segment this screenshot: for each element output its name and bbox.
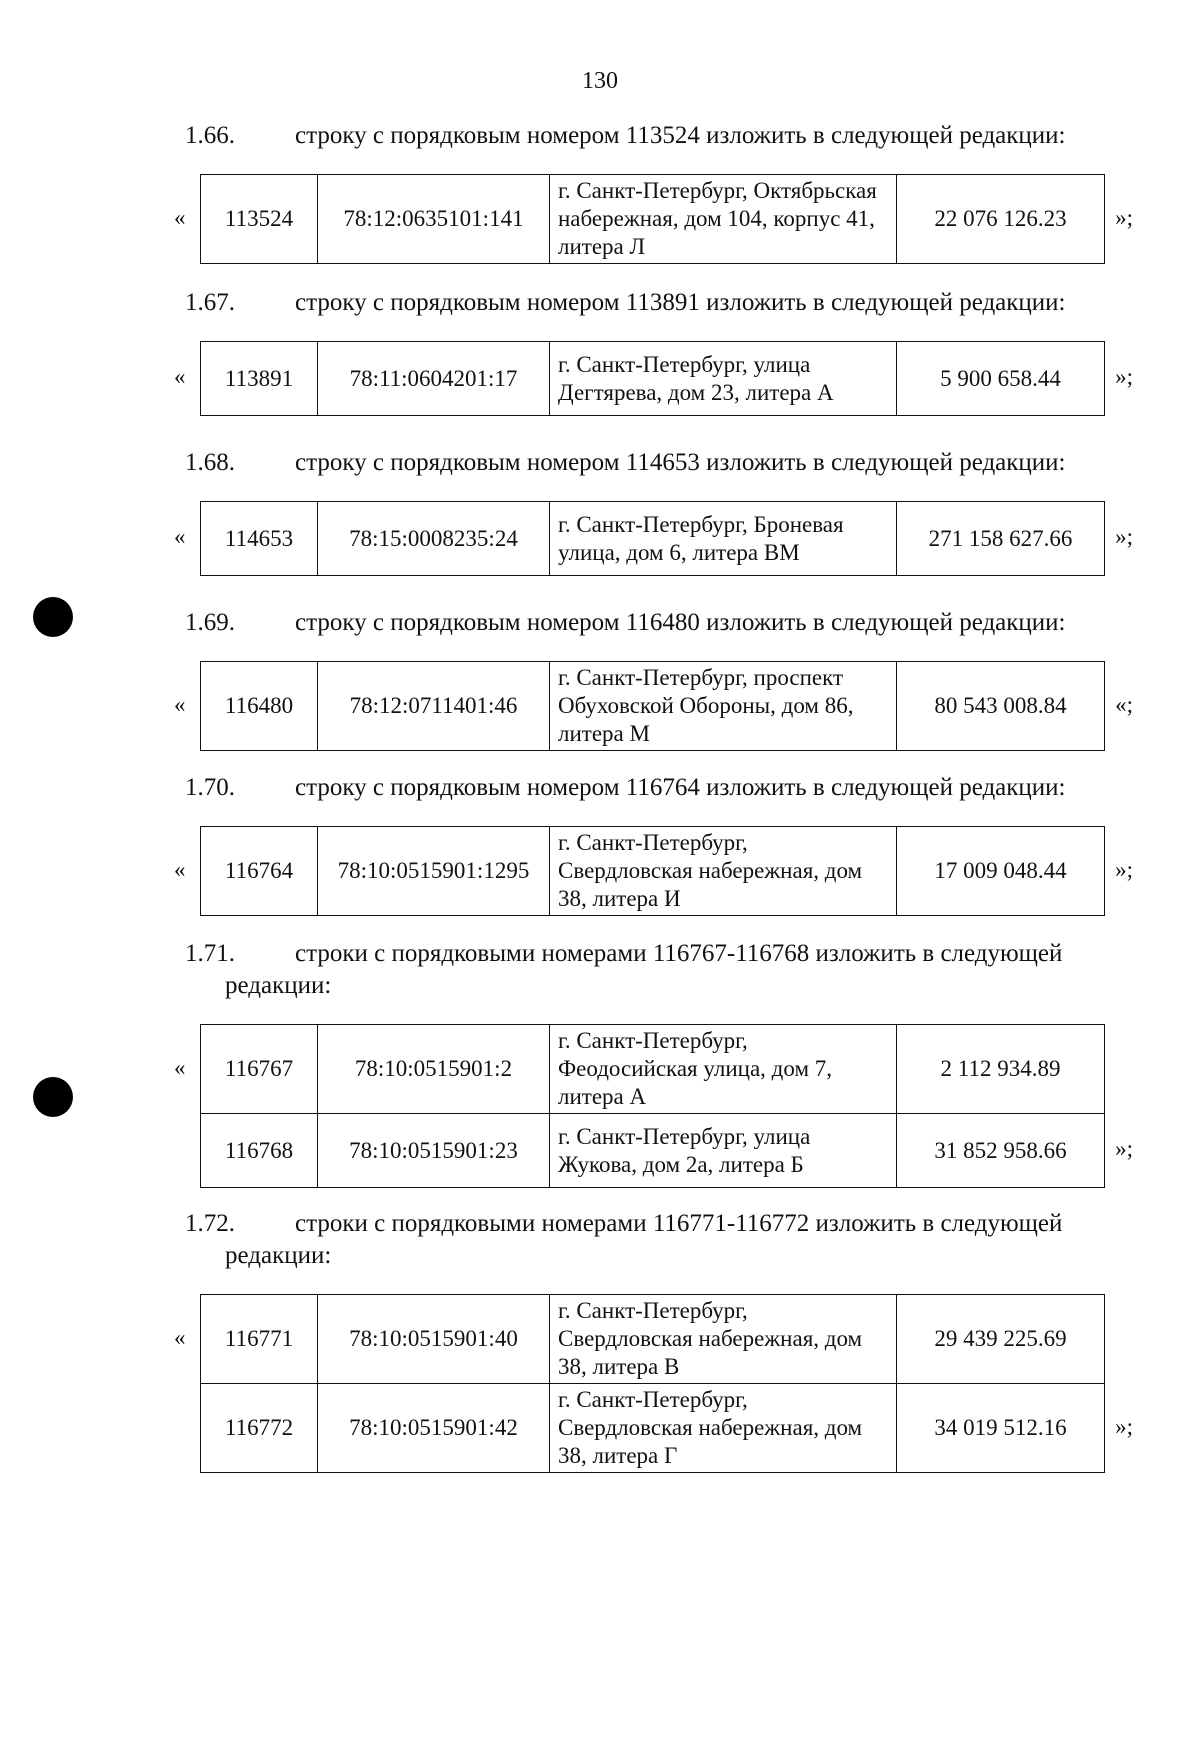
- opening-quote: «: [174, 524, 186, 549]
- property-table: [200, 1024, 1105, 1188]
- closing-quote: »;: [1115, 524, 1133, 549]
- amendment-section: [0, 938, 1200, 1188]
- address-cell: г. Санкт-Петербург, Октябрьская набережная, дом 104, корпус 41, литера Л: [550, 175, 897, 264]
- cadastral-number-cell: 78:12:0711401:46: [318, 662, 550, 751]
- table-wrapper: [174, 661, 1133, 751]
- cadastral-number-cell: 78:10:0515901:1295: [318, 827, 550, 916]
- row-number-cell: 113524: [201, 175, 318, 264]
- closing-quote: »;: [1115, 204, 1133, 230]
- row-number-cell: 114653: [201, 502, 318, 576]
- amendment-section: [0, 1208, 1200, 1473]
- table-row: [201, 662, 1105, 751]
- property-table: [200, 174, 1105, 264]
- address-cell: г. Санкт-Петербург, Броневая улица, дом 6, литера ВМ: [550, 502, 897, 576]
- address-cell: г. Санкт-Петербург, проспект Обуховской Обороны, дом 86, литера М: [550, 662, 897, 751]
- opening-quote: «: [174, 691, 186, 717]
- cadastral-number-cell: 78:12:0635101:141: [318, 175, 550, 264]
- table-row: [201, 502, 1105, 576]
- row-number-cell: 116771: [201, 1295, 318, 1384]
- section-text-continued: редакции:: [225, 1242, 332, 1269]
- table-wrapper: [174, 826, 1133, 916]
- section-number: 1.67.: [185, 289, 235, 316]
- table-wrapper: [174, 501, 1133, 576]
- address-cell: г. Санкт-Петербург, улица Жукова, дом 2а, литера Б: [550, 1114, 897, 1188]
- closing-quote: »;: [1115, 1136, 1133, 1161]
- table-row: [201, 1025, 1105, 1114]
- section-number: 1.68.: [185, 449, 235, 476]
- row-number-cell: 116764: [201, 827, 318, 916]
- cadastral-value-cell: 80 543 008.84: [897, 662, 1105, 751]
- table-wrapper: [174, 174, 1133, 264]
- row-number-cell: 116480: [201, 662, 318, 751]
- section-text: строку с порядковым номером 116764 изложить в следующей редакции:: [295, 774, 1066, 801]
- section-heading: [185, 607, 1145, 639]
- opening-quote: «: [174, 856, 186, 882]
- table-row: [201, 827, 1105, 916]
- amendment-section: [0, 772, 1200, 916]
- section-heading: [185, 772, 1145, 804]
- section-heading: [185, 447, 1145, 479]
- property-table: [200, 661, 1105, 751]
- section-text: строку с порядковым номером 114653 изложить в следующей редакции:: [295, 449, 1066, 476]
- closing-quote: »;: [1115, 1413, 1133, 1439]
- section-heading: [185, 938, 1145, 1002]
- cadastral-value-cell: 5 900 658.44: [897, 342, 1105, 416]
- cadastral-value-cell: 34 019 512.16: [897, 1384, 1105, 1473]
- row-number-cell: 116772: [201, 1384, 318, 1473]
- section-heading: [185, 1208, 1145, 1272]
- page-number: 130: [582, 68, 618, 94]
- section-text-continued: редакции:: [225, 972, 332, 999]
- table-wrapper: [174, 341, 1133, 416]
- property-table: [200, 501, 1105, 576]
- section-text: строку с порядковым номером 113891 изложить в следующей редакции:: [295, 289, 1066, 316]
- table-row: [201, 1295, 1105, 1384]
- cadastral-number-cell: 78:10:0515901:2: [318, 1025, 550, 1114]
- address-cell: г. Санкт-Петербург, улица Дегтярева, дом 23, литера А: [550, 342, 897, 416]
- amendment-section: [0, 287, 1200, 416]
- table-row: [201, 1384, 1105, 1473]
- cadastral-value-cell: 31 852 958.66: [897, 1114, 1105, 1188]
- section-heading: [185, 120, 1145, 152]
- row-number-cell: 113891: [201, 342, 318, 416]
- cadastral-value-cell: 271 158 627.66: [897, 502, 1105, 576]
- address-cell: г. Санкт-Петербург, Феодосийская улица, дом 7, литера А: [550, 1025, 897, 1114]
- table-row: [201, 1114, 1105, 1188]
- table-row: [201, 342, 1105, 416]
- cadastral-number-cell: 78:10:0515901:42: [318, 1384, 550, 1473]
- opening-quote: «: [174, 1324, 186, 1350]
- table-row: [201, 175, 1105, 264]
- address-cell: г. Санкт-Петербург, Свердловская набережная, дом 38, литера Г: [550, 1384, 897, 1473]
- amendment-section: [0, 447, 1200, 576]
- section-heading: [185, 287, 1145, 319]
- section-number: 1.71.: [185, 940, 235, 967]
- section-number: 1.72.: [185, 1210, 235, 1237]
- table-wrapper: [174, 1024, 1133, 1188]
- amendment-section: [0, 607, 1200, 751]
- table-wrapper: [174, 1294, 1133, 1473]
- section-number: 1.70.: [185, 774, 235, 801]
- closing-quote: »;: [1115, 364, 1133, 389]
- section-number: 1.66.: [185, 122, 235, 149]
- amendment-section: [0, 120, 1200, 264]
- cadastral-number-cell: 78:10:0515901:40: [318, 1295, 550, 1384]
- cadastral-value-cell: 2 112 934.89: [897, 1025, 1105, 1114]
- section-text: строку с порядковым номером 116480 изложить в следующей редакции:: [295, 609, 1066, 636]
- row-number-cell: 116768: [201, 1114, 318, 1188]
- cadastral-value-cell: 22 076 126.23: [897, 175, 1105, 264]
- property-table: [200, 341, 1105, 416]
- section-text: строки с порядковыми номерами 116771-116772 изложить в следующей: [295, 1210, 1063, 1237]
- address-cell: г. Санкт-Петербург, Свердловская набережная, дом 38, литера И: [550, 827, 897, 916]
- cadastral-number-cell: 78:15:0008235:24: [318, 502, 550, 576]
- address-cell: г. Санкт-Петербург, Свердловская набережная, дом 38, литера В: [550, 1295, 897, 1384]
- row-number-cell: 116767: [201, 1025, 318, 1114]
- section-number: 1.69.: [185, 609, 235, 636]
- closing-quote: »;: [1115, 856, 1133, 882]
- property-table: [200, 826, 1105, 916]
- opening-quote: «: [174, 364, 186, 389]
- opening-quote: «: [174, 204, 186, 230]
- section-text: строки с порядковыми номерами 116767-116768 изложить в следующей: [295, 940, 1063, 967]
- closing-quote: «;: [1115, 691, 1133, 717]
- property-table: [200, 1294, 1105, 1473]
- cadastral-number-cell: 78:11:0604201:17: [318, 342, 550, 416]
- section-text: строку с порядковым номером 113524 изложить в следующей редакции:: [295, 122, 1066, 149]
- cadastral-number-cell: 78:10:0515901:23: [318, 1114, 550, 1188]
- cadastral-value-cell: 29 439 225.69: [897, 1295, 1105, 1384]
- opening-quote: «: [174, 1054, 186, 1080]
- cadastral-value-cell: 17 009 048.44: [897, 827, 1105, 916]
